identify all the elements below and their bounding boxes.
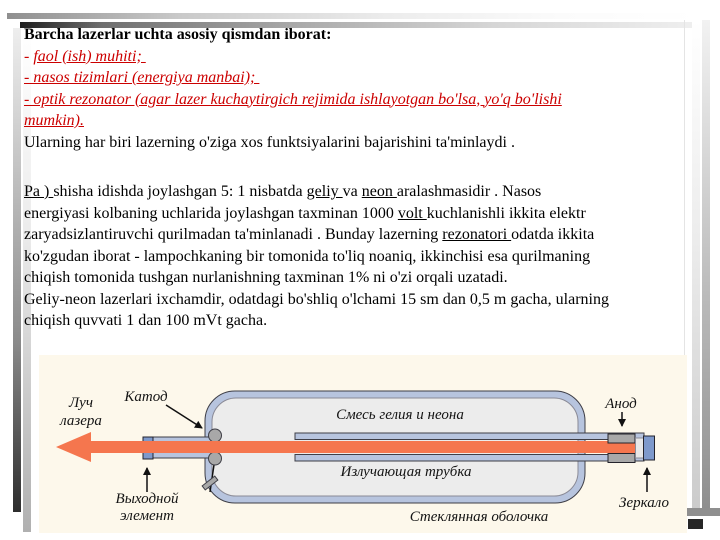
left-gradient-bar-dark <box>13 28 21 512</box>
text-line: - faol (ish) muhiti; <box>24 47 146 65</box>
label-emitting-tube: Излучающая трубка <box>340 464 472 480</box>
text-line: chiqish tomonida tushgan nurlanishning taxminan 1% ni o'zi orqali uzatadi. <box>24 269 508 286</box>
text-line: Barcha lazerlar uchta asosiy qismdan iborat: <box>24 26 332 43</box>
label-mirror: Зеркало <box>619 495 669 511</box>
text-line: Geliy-neon lazerlari ixchamdir, odatdagi bo'shliq o'lchami 15 sm dan 0,5 m gacha, ularning <box>24 290 609 308</box>
text-line: ko'zgudan iborat - lampochkaning bir tomonida to'liq noaniq, ikkinchisi esa qurilmaning <box>24 247 591 265</box>
text-line: zaryadsizlantiruvchi qurilmadan ta'minlanadi . Bunday lazerning rezonatori odatda ikkita <box>24 226 595 243</box>
top-gradient-bar-outer <box>7 13 697 19</box>
label-laser-beam-line1: Луч <box>69 395 93 411</box>
mirror <box>644 436 655 460</box>
cathode-electrode-bottom <box>209 452 222 465</box>
anode-contact-bottom <box>608 454 635 463</box>
text-line: energiyasi kolbaning uchlarida joylashgan taxminan 1000 volt kuchlanishli ikkita elektr <box>24 204 586 222</box>
text-line: mumkin). <box>24 112 84 129</box>
text-line: chiqish quvvati 1 dan 100 mVt gacha. <box>24 312 268 329</box>
laser-beam <box>91 441 644 453</box>
emitting-tube-wall-bottom <box>295 455 644 462</box>
text-line: Ularning har biri lazerning o'ziga xos funktsiyalarini bajarishini ta'minlaydi . <box>24 133 515 151</box>
right-gradient-bar-dark <box>702 20 710 510</box>
label-output-element-line1: Выходной <box>115 491 179 507</box>
anode-contact-top <box>608 434 635 443</box>
label-glass-shell: Стеклянная оболочка <box>409 509 549 525</box>
laser-diagram <box>39 355 687 533</box>
right-gradient-bar-light <box>692 20 700 510</box>
label-cathode: Катод <box>124 389 168 405</box>
emitting-tube-wall-top <box>295 433 644 440</box>
text-line: - nasos tizimlari (energiya manbai); <box>24 69 260 86</box>
text-line: Pa ) shisha idishda joylashgan 5: 1 nisbatda geliy va neon aralashmasidir . Nasos <box>24 183 542 200</box>
slide-text <box>24 24 686 332</box>
mirror-spacer <box>636 438 644 458</box>
cathode-electrode-top <box>209 429 222 442</box>
text-line: - optik rezonator (agar lazer kuchaytirgich rejimida ishlayotgan bo'lsa, yo'q bo'lishi <box>24 90 562 108</box>
label-anode: Анод <box>605 396 637 412</box>
label-laser-beam-line2: лазера <box>60 413 102 429</box>
label-gas-mixture: Смесь гелия и неона <box>336 407 464 423</box>
bottom-right-black-square <box>688 519 703 529</box>
label-output-element-line2: элемент <box>120 508 174 524</box>
bottom-right-horizontal-bar <box>685 508 720 516</box>
text-line <box>24 153 686 181</box>
